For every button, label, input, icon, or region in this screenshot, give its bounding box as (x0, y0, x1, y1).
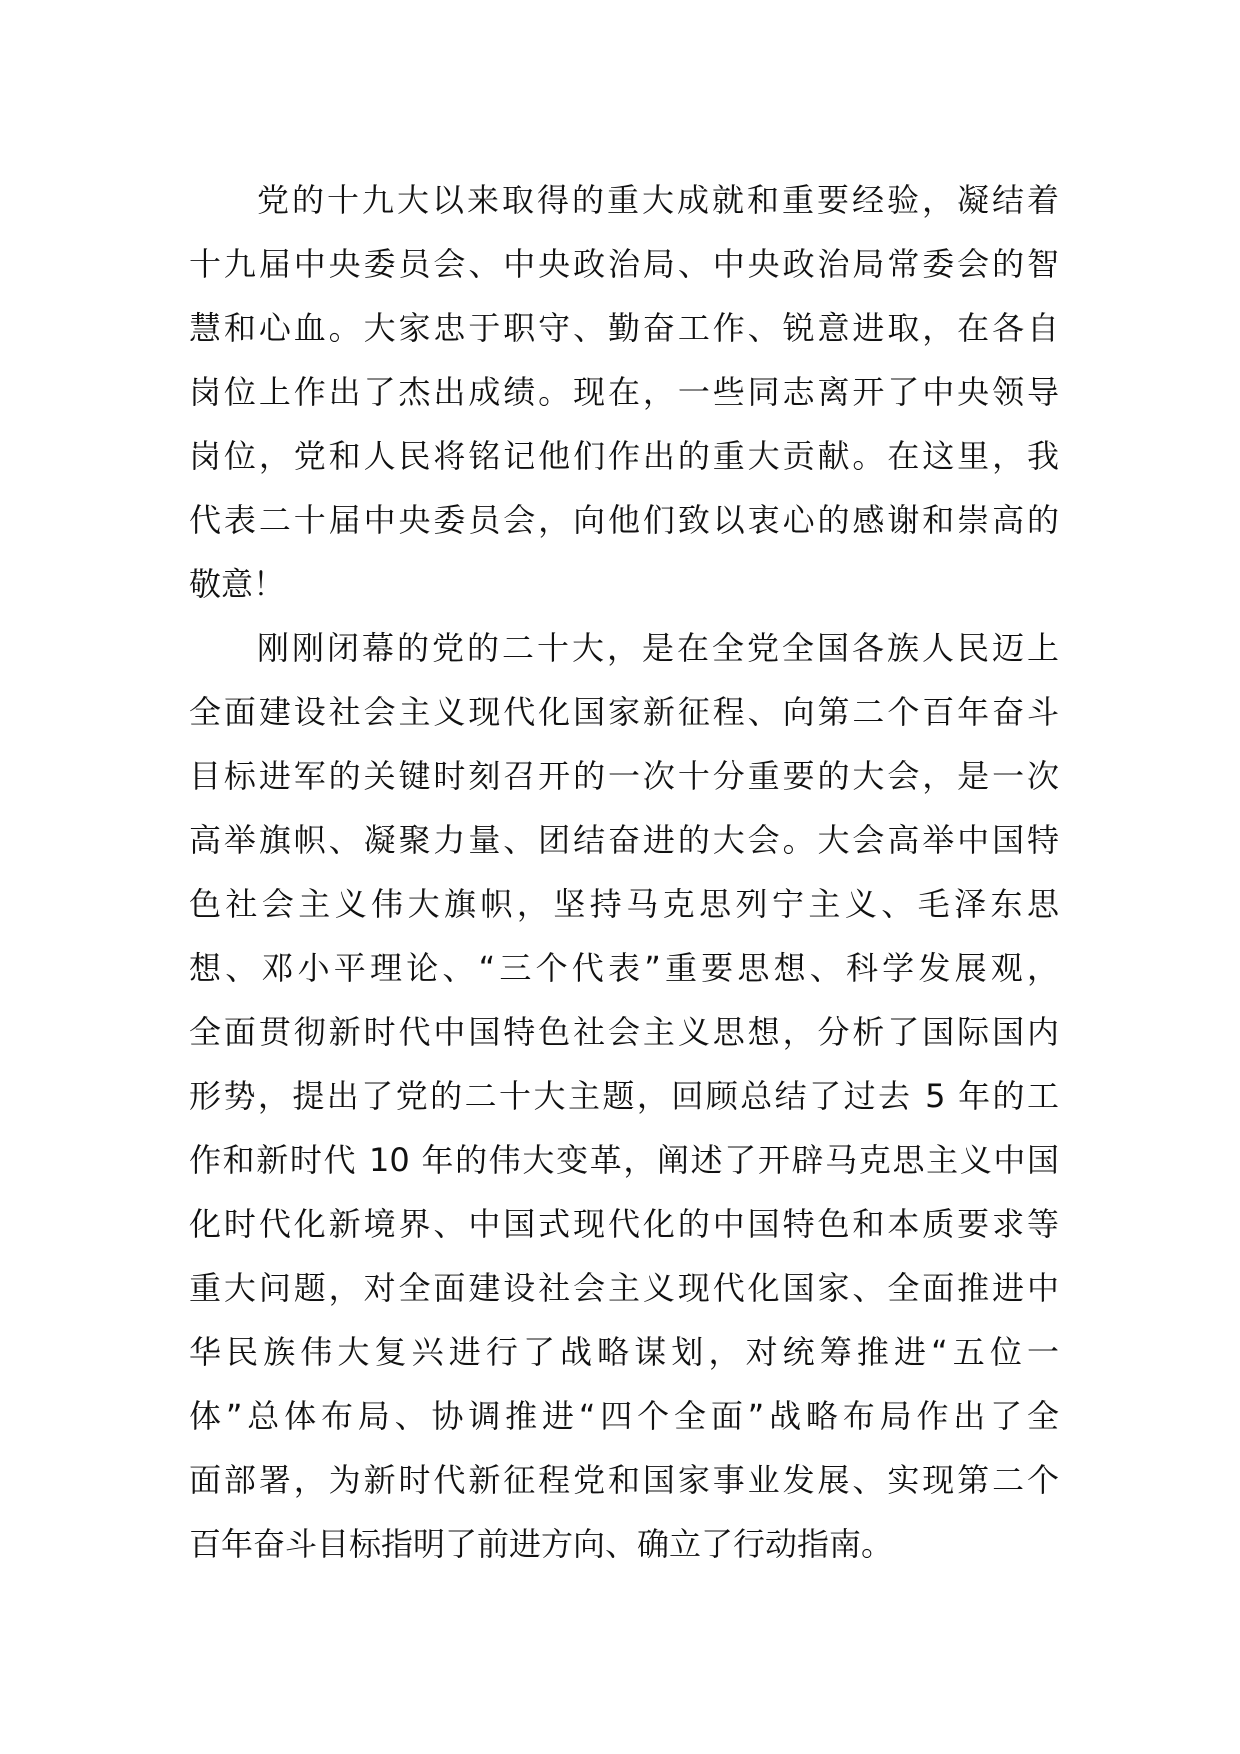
paragraph-line: 代表二十届中央委员会，向他们致以衷心的感谢和崇高的 (189, 501, 1059, 539)
paragraph-line: 色社会主义伟大旗帜，坚持马克思列宁主义、毛泽东思 (189, 885, 1059, 923)
paragraph-line: 慧和心血。大家忠于职守、勤奋工作、锐意进取，在各自 (189, 309, 1059, 347)
paragraph-line: 重大问题，对全面建设社会主义现代化国家、全面推进中 (189, 1269, 1059, 1307)
paragraph-line: 形势，提出了党的二十大主题，回顾总结了过去 5 年的工 (189, 1077, 1059, 1115)
paragraph-line: 百年奋斗目标指明了前进方向、确立了行动指南。 (189, 1525, 894, 1563)
paragraph-line: 十九届中央委员会、中央政治局、中央政治局常委会的智 (189, 245, 1059, 283)
paragraph-line: 目标进军的关键时刻召开的一次十分重要的大会，是一次 (189, 757, 1059, 795)
paragraph-1 (189, 168, 1059, 616)
paragraph-line: 作和新时代 10 年的伟大变革，阐述了开辟马克思主义中国 (189, 1141, 1059, 1179)
paragraph-2 (189, 616, 1059, 1576)
paragraph-line: 党的十九大以来取得的重大成就和重要经验，凝结着 (257, 181, 1059, 219)
paragraph-line: 岗位上作出了杰出成绩。现在，一些同志离开了中央领导 (189, 373, 1059, 411)
paragraph-line: 敬意！ (189, 565, 286, 603)
paragraph-line: 全面贯彻新时代中国特色社会主义思想，分析了国际国内 (189, 1013, 1059, 1051)
paragraph-line: 刚刚闭幕的党的二十大，是在全党全国各族人民迈上 (257, 629, 1059, 667)
paragraph-line: 全面建设社会主义现代化国家新征程、向第二个百年奋斗 (189, 693, 1059, 731)
paragraph-line: 面部署，为新时代新征程党和国家事业发展、实现第二个 (189, 1461, 1059, 1499)
paragraph-line: 体”总体布局、协调推进“四个全面”战略布局作出了全 (189, 1397, 1059, 1435)
paragraph-line: 高举旗帜、凝聚力量、团结奋进的大会。大会高举中国特 (189, 821, 1059, 859)
document-body (189, 168, 1059, 1576)
paragraph-line: 岗位，党和人民将铭记他们作出的重大贡献。在这里，我 (189, 437, 1059, 475)
paragraph-line: 化时代化新境界、中国式现代化的中国特色和本质要求等 (189, 1205, 1059, 1243)
paragraph-line: 想、邓小平理论、“三个代表”重要思想、科学发展观， (189, 949, 1059, 987)
paragraph-line: 华民族伟大复兴进行了战略谋划，对统筹推进“五位一 (189, 1333, 1059, 1371)
